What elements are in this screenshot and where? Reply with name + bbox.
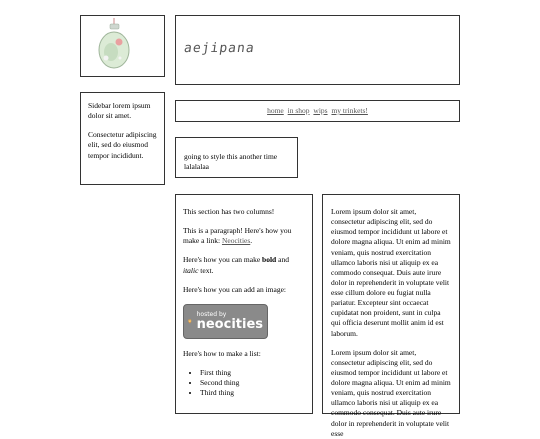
list-intro: Here's how to make a list:	[183, 349, 305, 359]
section-intro: This section has two columns!	[183, 207, 305, 217]
sidebar	[80, 92, 165, 185]
text: This is a paragraph! Here's how you make a link:	[183, 226, 291, 245]
nav-link-trinkets[interactable]: my trinkets!	[331, 106, 367, 115]
list-item: • First thing	[200, 368, 305, 378]
hosted-by-neocities-badge[interactable]	[183, 304, 268, 339]
nav-link-home[interactable]: home	[267, 106, 284, 115]
logo-box	[80, 15, 165, 77]
right-column	[322, 194, 460, 414]
site-title: aejipana	[183, 40, 256, 58]
text: Here's how you can make	[183, 255, 262, 264]
badge-wordmark: neocities	[197, 318, 263, 331]
bold-text: bold	[262, 255, 276, 264]
note-box	[175, 137, 298, 178]
nav-link-shop[interactable]: in shop	[288, 106, 310, 115]
image-paragraph: Here's how you can add an image:	[183, 285, 305, 295]
list-item: • Second thing	[200, 378, 305, 388]
italic-text: italic	[183, 266, 198, 275]
list-item: • Third thing	[200, 388, 305, 398]
left-column	[175, 194, 313, 414]
text: text.	[198, 266, 213, 275]
text: and	[276, 255, 289, 264]
link-paragraph	[183, 226, 305, 246]
badge-caption: hosted by	[197, 312, 263, 318]
cat-mascot-icon	[188, 307, 192, 335]
formatting-paragraph	[183, 255, 305, 275]
snow-globe-icon	[94, 18, 134, 70]
lorem-paragraph: Lorem ipsum dolor sit amet, consectetur adipiscing elit, sed do eiusmod tempor incididunt ut labore et dolore magna aliqua. Ut enim ad minim veniam, quis nostrud exercitation ullamco laboris nisi ut aliquip ex ea commodo consequat. Duis aute irure dolor in reprehenderit in voluptate velit esse cillum dolore eu fugiat nulla pariatur. Excepteur sint occaecat cupidatat non proident, sunt in culpa qui officia deserunt mollit anim id est laborum.	[331, 207, 451, 339]
note-text: going to style this another time lalalalaa	[184, 152, 277, 171]
nav-bar	[175, 100, 460, 122]
sidebar-paragraph: Sidebar lorem ipsum dolor sit amet.	[88, 101, 157, 121]
example-list	[183, 368, 305, 398]
lorem-paragraph: Lorem ipsum dolor sit amet, consectetur adipiscing elit, sed do eiusmod tempor incididunt ut labore et dolore magna aliqua. Ut enim ad minim veniam, quis nostrud exercitation ullamco laboris nisi ut aliquip ex ea commodo consequat. Duis aute irure dolor in reprehenderit in voluptate velit esse	[331, 348, 451, 439]
neocities-link[interactable]: Neocities	[222, 236, 250, 245]
badge-text	[197, 312, 263, 331]
text: .	[250, 236, 252, 245]
nav-link-wips[interactable]: wips	[313, 106, 327, 115]
sidebar-paragraph: Consectetur adipiscing elit, sed do eiusmod tempor incididunt.	[88, 130, 157, 160]
header	[175, 15, 460, 85]
